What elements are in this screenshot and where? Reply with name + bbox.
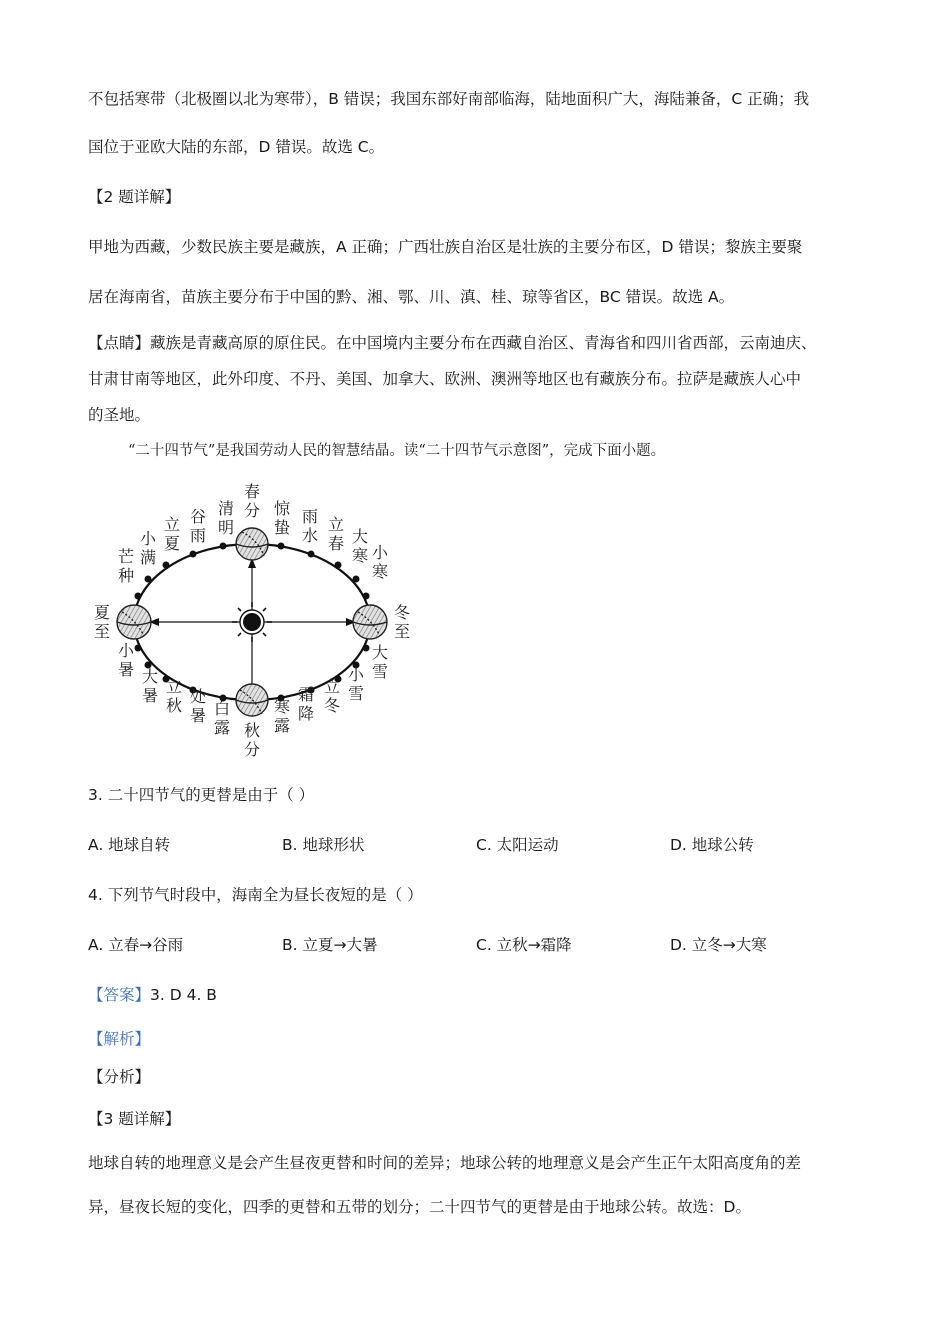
label-lidong — [324, 677, 340, 715]
label-xiaoxue — [348, 665, 365, 703]
svg-text:雨水: 雨水 — [302, 507, 319, 545]
label-guyu — [190, 507, 206, 545]
svg-text:惊蛰: 惊蛰 — [274, 499, 291, 537]
label-xiaohan — [372, 543, 389, 581]
solar-terms-diagram — [84, 478, 424, 763]
answer-text: 3. D 4. B — [150, 986, 217, 1004]
q3-option-d: D. 地球公转 — [670, 836, 754, 854]
svg-text:谷雨: 谷雨 — [190, 507, 207, 545]
label-shuangjiang — [298, 685, 314, 723]
q3-option-b: B. 地球形状 — [282, 836, 365, 854]
svg-text:清明: 清明 — [218, 499, 235, 537]
q2-header: 【2 题详解】 — [88, 188, 181, 206]
answer-line — [88, 984, 217, 1006]
q3-detail-header: 【3 题详解】 — [88, 1110, 181, 1128]
label-liqiu — [166, 677, 182, 715]
svg-text:处暑: 处暑 — [190, 687, 207, 725]
q4-option-b: B. 立夏→大暑 — [282, 936, 378, 954]
label-mangzhong — [118, 547, 134, 585]
svg-text:立冬: 立冬 — [324, 677, 341, 715]
svg-text:大寒: 大寒 — [352, 527, 369, 565]
svg-text:小满: 小满 — [140, 529, 157, 567]
answer-label: 【答案】 — [88, 986, 151, 1004]
label-xiazhi — [94, 603, 110, 641]
label-lixia — [164, 515, 180, 553]
label-daxue — [372, 643, 388, 681]
label-qiufen — [244, 721, 260, 759]
para1-line1: 不包括寒带（北极圈以北为寒带），B 错误；我国东部好南部临海，陆地面积广大，海陆兼备，C 正确；我 — [88, 90, 810, 108]
svg-text:秋分: 秋分 — [244, 721, 261, 759]
earth-icon-autumn — [236, 684, 268, 716]
q3-option-a: A. 地球自转 — [88, 836, 171, 854]
label-dashu — [142, 667, 158, 705]
q4-option-a: A. 立春→谷雨 — [88, 936, 184, 954]
label-bailu — [214, 699, 230, 737]
dianjing-line3: 的圣地。 — [88, 406, 151, 424]
jiexi-header: 【解析】 — [88, 1030, 151, 1048]
earth-icon-spring — [236, 528, 268, 560]
q3-detail-line2: 异，昼夜长短的变化，四季的更替和五带的划分；二十四节气的更替是由于地球公转。故选：D。 — [88, 1198, 751, 1216]
fenxi-header: 【分析】 — [88, 1068, 151, 1086]
para1-line2: 国位于亚欧大陆的东部，D 错误。故选 C。 — [88, 138, 385, 156]
earth-icon-winter — [353, 605, 387, 639]
svg-text:霜降: 霜降 — [298, 685, 315, 723]
q4-option-d: D. 立冬→大寒 — [670, 936, 767, 954]
label-chushu — [190, 687, 206, 725]
svg-text:芒种: 芒种 — [118, 547, 135, 585]
svg-text:春分: 春分 — [244, 482, 261, 520]
label-yushui — [302, 507, 318, 545]
q3-option-c: C. 太阳运动 — [476, 836, 559, 854]
label-qingming — [218, 499, 234, 537]
q2-line2: 居在海南省，苗族主要分布于中国的黔、湘、鄂、川、滇、桂、琼等省区，BC 错误。故选 A。 — [88, 288, 735, 306]
svg-text:小寒: 小寒 — [372, 543, 389, 581]
label-hanlu — [274, 697, 290, 735]
svg-text:冬至: 冬至 — [394, 603, 411, 641]
question-intro: “二十四节气”是我国劳动人民的智慧结晶。读“二十四节气示意图”，完成下面小题。 — [128, 443, 666, 459]
svg-text:小暑: 小暑 — [118, 641, 135, 679]
svg-text:小雪: 小雪 — [348, 665, 365, 703]
label-chunfen — [244, 482, 260, 520]
q2-line1: 甲地为西藏，少数民族主要是藏族，A 正确；广西壮族自治区是壮族的主要分布区，D 错误；黎族主要聚 — [88, 238, 803, 256]
dianjing-line1: 【点睛】藏族是青藏高原的原住民。在中国境内主要分布在西藏自治区、青海省和四川省西部，云南迪庆、 — [88, 334, 817, 352]
svg-text:大雪: 大雪 — [372, 643, 389, 681]
svg-text:大暑: 大暑 — [142, 667, 159, 705]
q3-detail-line1: 地球自转的地理意义是会产生昼夜更替和时间的差异；地球公转的地理意义是会产生正午太阳高度角的差 — [88, 1154, 802, 1172]
label-jingzhe — [274, 499, 291, 537]
q3-stem: 3. 二十四节气的更替是由于（ ） — [88, 786, 315, 804]
svg-text:夏至: 夏至 — [94, 603, 111, 641]
q4-stem: 4. 下列节气时段中，海南全为昼长夜短的是（ ） — [88, 886, 423, 904]
q4-option-c: C. 立秋→霜降 — [476, 936, 572, 954]
dianjing-line2: 甘肃甘南等地区，此外印度、不丹、美国、加拿大、欧洲、澳洲等地区也有藏族分布。拉萨是藏族人心中 — [88, 370, 802, 388]
svg-text:寒露: 寒露 — [274, 697, 291, 735]
svg-text:立秋: 立秋 — [166, 677, 183, 715]
svg-text:立夏: 立夏 — [164, 515, 181, 553]
label-dahan — [352, 527, 368, 565]
svg-text:立春: 立春 — [328, 515, 345, 553]
earth-icon-summer — [117, 605, 151, 639]
label-dongzhi — [394, 603, 410, 641]
label-lichun — [328, 515, 344, 553]
label-xiaoshu — [118, 641, 135, 679]
svg-text:白露: 白露 — [214, 699, 231, 737]
label-xiaoman — [140, 529, 157, 567]
